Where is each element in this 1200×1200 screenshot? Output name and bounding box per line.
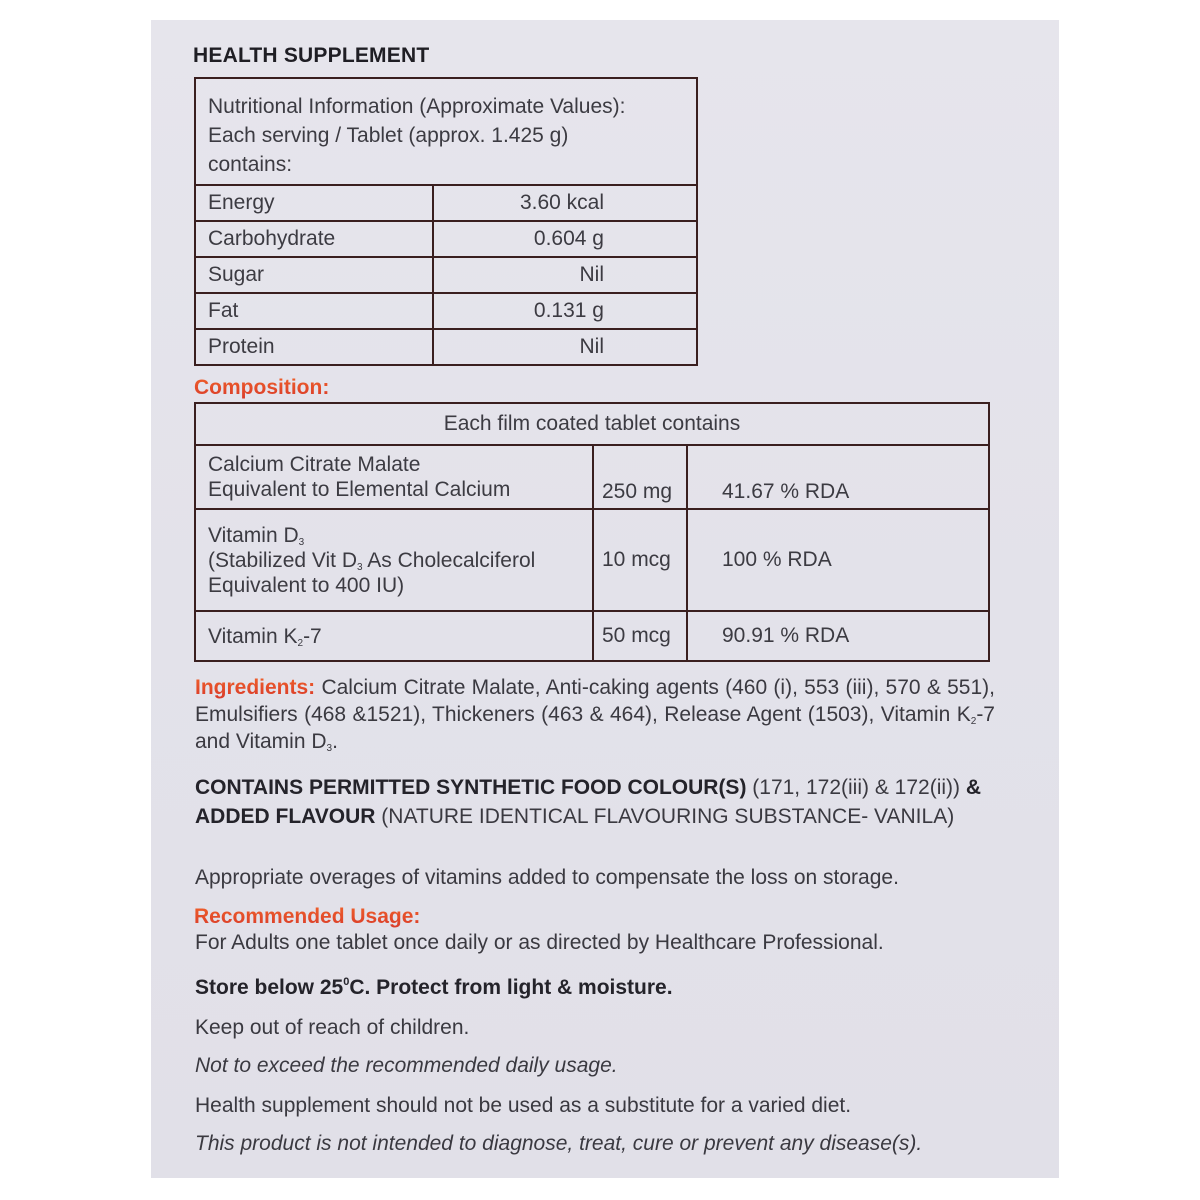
text-span: (NATURE IDENTICAL FLAVOURING SUBSTANCE- VANILA) — [375, 805, 955, 828]
storage-statement — [195, 975, 995, 1001]
nutrition-row-sugar — [195, 257, 697, 293]
nutrient-label: Sugar — [195, 257, 433, 293]
ingredients-label: Ingredients: — [195, 676, 316, 699]
composition-name-line: Equivalent to Elemental Calcium — [208, 478, 511, 501]
nutrition-row-carbohydrate — [195, 221, 697, 257]
composition-amount: 10 mcg — [593, 509, 687, 611]
text-span: Calcium Citrate Malate, Anti-caking agents (460 (i), 553 (iii), 570 & 551), Emulsifiers (468 &1521), Thickeners (463 & 464), Release Agent (1503), Vitamin K — [195, 676, 995, 726]
composition-caption: Each film coated tablet contains — [195, 403, 989, 445]
subscript: 3 — [326, 743, 333, 754]
text-span: Store below 25 — [195, 976, 344, 999]
composition-name-line: Calcium Citrate Malate — [208, 453, 421, 476]
text-span: (171, 172(iii) & 172(ii)) — [746, 776, 966, 799]
composition-amount: 250 mg — [593, 445, 687, 509]
subscript: 3 — [357, 561, 363, 573]
composition-name-line — [208, 523, 580, 548]
disclaimer: This product is not intended to diagnose, treat, cure or prevent any disease(s). — [195, 1132, 923, 1155]
nutrition-header-line: contains: — [208, 153, 293, 176]
composition-amount: 50 mcg — [593, 611, 687, 661]
text-span: -7 — [303, 624, 322, 648]
text-span: As Cholecalciferol — [362, 548, 536, 572]
document-title: HEALTH SUPPLEMENT — [193, 44, 430, 67]
nutrient-value: 3.60 kcal — [433, 185, 697, 221]
nutrition-header-row — [195, 78, 697, 185]
usage-text: For Adults one tablet once daily or as directed by Healthcare Professional. — [195, 931, 884, 954]
composition-rda: 41.67 % RDA — [687, 445, 989, 509]
ingredients-paragraph — [195, 674, 995, 755]
nutrient-value: 0.131 g — [433, 293, 697, 329]
nutrition-row-fat — [195, 293, 697, 329]
food-colour-statement — [195, 773, 990, 831]
nutrition-header-line: Nutritional Information (Approximate Values): — [208, 95, 626, 118]
supplement-label-panel — [151, 20, 1059, 1178]
composition-rda: 90.91 % RDA — [687, 611, 989, 661]
substitute-warning: Health supplement should not be used as a substitute for a varied diet. — [195, 1094, 852, 1117]
composition-name — [195, 509, 593, 611]
nutrient-value: Nil — [433, 257, 697, 293]
composition-row-vitamin-d3 — [195, 509, 989, 611]
nutrition-row-protein — [195, 329, 697, 365]
bold-text: CONTAINS PERMITTED SYNTHETIC FOOD COLOUR(S) — [195, 776, 747, 799]
overages-statement: Appropriate overages of vitamins added to compensate the loss on storage. — [195, 866, 899, 889]
children-warning: Keep out of reach of children. — [195, 1016, 470, 1039]
nutrition-header-line: Each serving / Tablet (approx. 1.425 g) — [208, 124, 569, 147]
composition-table — [194, 402, 990, 662]
degree-superscript: 0 — [343, 976, 350, 988]
nutrient-label: Energy — [195, 185, 433, 221]
usage-heading: Recommended Usage: — [194, 905, 421, 928]
composition-name — [195, 611, 593, 661]
text-span: Vitamin D — [208, 523, 299, 547]
text-span: . — [332, 730, 338, 753]
composition-row-vitamin-k2-7 — [195, 611, 989, 661]
nutrition-table — [194, 77, 698, 366]
composition-heading: Composition: — [194, 376, 330, 399]
composition-name-line: Equivalent to 400 IU) — [208, 573, 405, 597]
composition-name-line — [208, 548, 580, 573]
nutrition-row-energy — [195, 185, 697, 221]
nutrient-label: Protein — [195, 329, 433, 365]
nutrient-label: Carbohydrate — [195, 221, 433, 257]
subscript: 2 — [297, 637, 304, 649]
nutrient-value: 0.604 g — [433, 221, 697, 257]
text-span: C. Protect from light & moisture. — [349, 976, 673, 999]
text-span: Vitamin K — [208, 624, 298, 648]
subscript: 2 — [970, 716, 977, 727]
composition-rda: 100 % RDA — [687, 509, 989, 611]
subscript: 3 — [298, 536, 305, 548]
text-span: -7 and Vitamin D — [195, 703, 995, 753]
composition-name — [195, 445, 593, 509]
nutrition-header — [195, 78, 697, 185]
dosage-warning: Not to exceed the recommended daily usage. — [195, 1054, 618, 1077]
text-span: (Stabilized Vit D — [208, 548, 358, 572]
bold-text: & ADDED FLAVOUR — [195, 776, 982, 828]
composition-caption-row — [195, 403, 989, 445]
nutrient-value: Nil — [433, 329, 697, 365]
composition-row-calcium — [195, 445, 989, 509]
nutrient-label: Fat — [195, 293, 433, 329]
